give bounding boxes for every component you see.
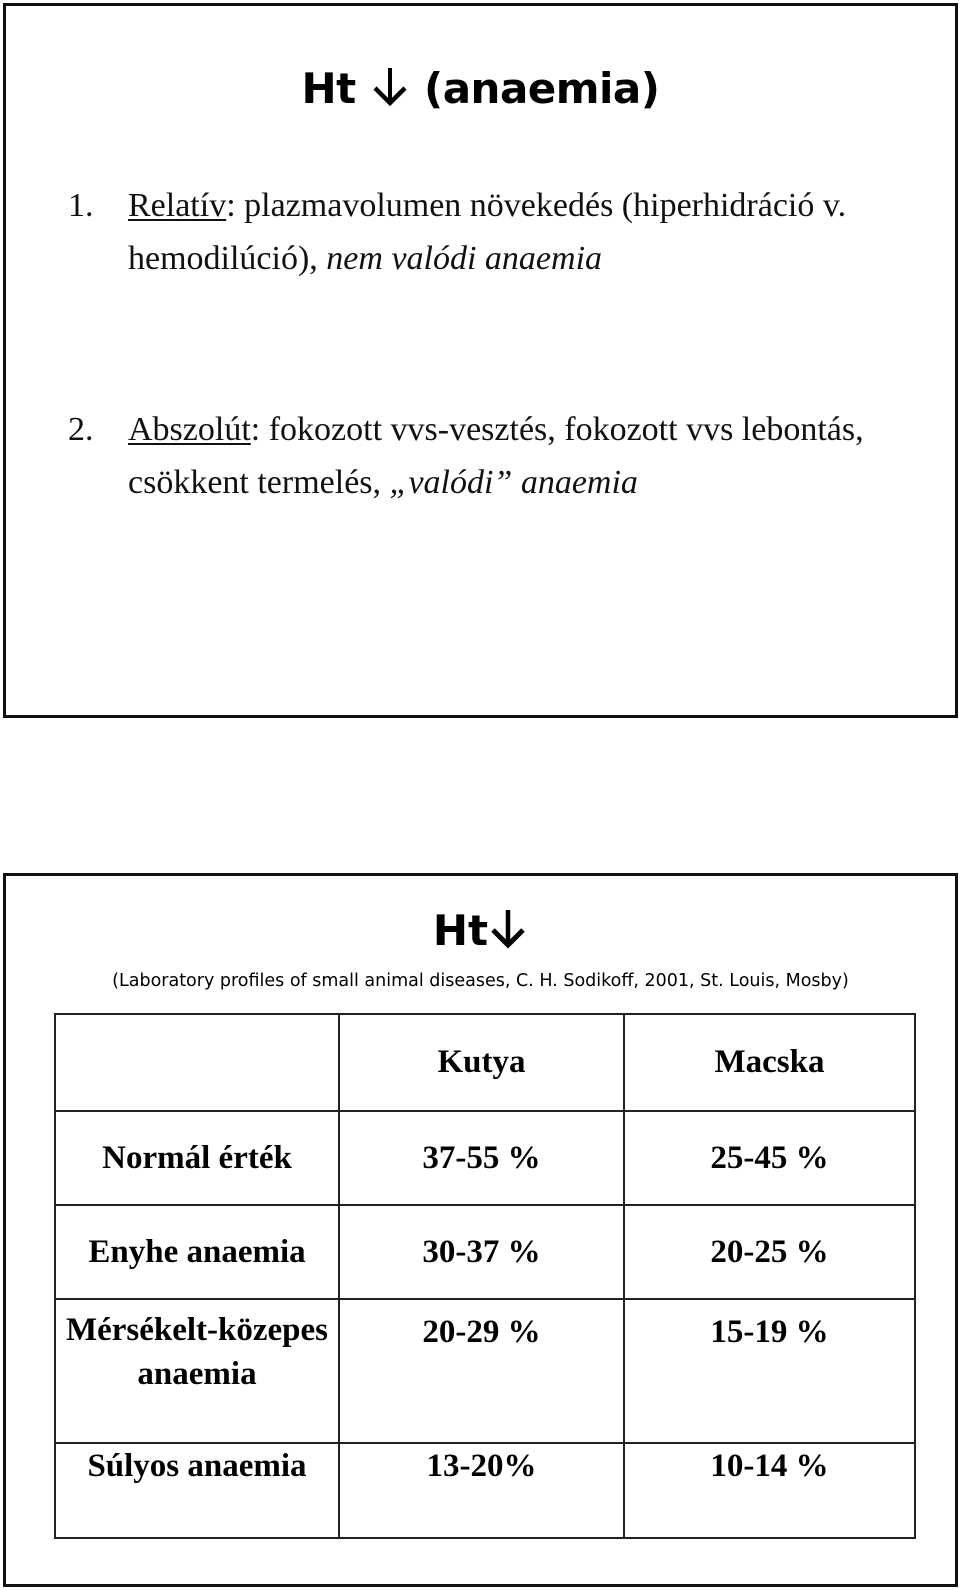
list-item-emphasis: „valódi” anaemia xyxy=(389,464,638,501)
list-item-body xyxy=(128,179,928,285)
table-cell: 25-45 % xyxy=(624,1111,915,1205)
slide-2-title xyxy=(6,906,955,959)
slide-1-title-text: Ht xyxy=(301,64,356,113)
list-item xyxy=(68,403,928,509)
table-cell: Enyhe anaemia xyxy=(55,1205,339,1299)
hematocrit-table xyxy=(54,1013,916,1539)
table-row xyxy=(55,1443,915,1538)
table-cell: 10-14 % xyxy=(624,1443,915,1538)
table-row xyxy=(55,1299,915,1443)
table-cell: 13-20% xyxy=(339,1443,624,1538)
table-cell: 15-19 % xyxy=(624,1299,915,1443)
list-item xyxy=(68,179,928,285)
citation: (Laboratory profiles of small animal diseases, C. H. Sodikoff, 2001, St. Louis, Mosby) xyxy=(112,971,849,991)
arrow-down-icon xyxy=(370,65,410,117)
list-item-term: Relatív xyxy=(128,187,227,224)
slide-1-title xyxy=(6,64,955,117)
list-item-number: 2. xyxy=(68,411,94,448)
table-header-cell: Kutya xyxy=(339,1014,624,1111)
table-cell: 37-55 % xyxy=(339,1111,624,1205)
list-item-body xyxy=(128,403,928,509)
list-item-emphasis: nem valódi anaemia xyxy=(326,240,603,277)
table-cell: Normál érték xyxy=(55,1111,339,1205)
slide-1-title-paren: (anaemia) xyxy=(424,64,660,113)
arrow-down-icon xyxy=(488,907,528,959)
table-row xyxy=(55,1205,915,1299)
table-cell: 20-25 % xyxy=(624,1205,915,1299)
table-row xyxy=(55,1111,915,1205)
list-item-term: Abszolút xyxy=(128,411,251,448)
slide-2 xyxy=(3,873,958,1587)
table-header-cell: Macska xyxy=(624,1014,915,1111)
list-item-number: 1. xyxy=(68,187,94,224)
slide-2-title-text: Ht xyxy=(432,906,489,955)
table-header-row xyxy=(55,1014,915,1111)
slide-1 xyxy=(3,3,958,718)
table-cell: 30-37 % xyxy=(339,1205,624,1299)
table-cell: Súlyos anaemia xyxy=(55,1443,339,1538)
list-item-text: : plazmavolumen növekedés (hiperhidráció v. hemodilúció), xyxy=(128,187,847,277)
list-item-text: : fokozott vvs-vesztés, fokozott vvs lebontás, csökkent termelés, xyxy=(128,411,864,501)
table-cell: 20-29 % xyxy=(339,1299,624,1443)
table-header-cell xyxy=(55,1014,339,1111)
table-cell: Mérsékelt-közepes anaemia xyxy=(55,1299,339,1443)
